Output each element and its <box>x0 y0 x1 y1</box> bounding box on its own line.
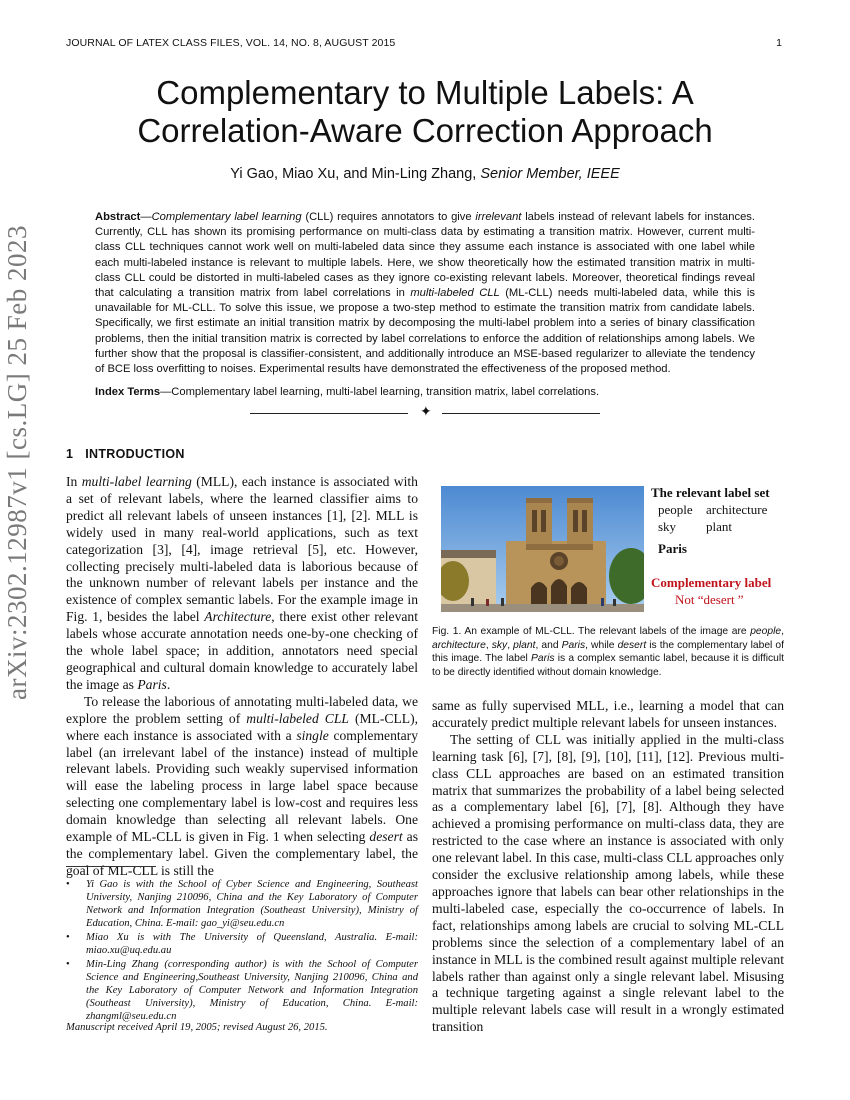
caption-term: sky <box>491 639 508 651</box>
text-run: (MLL), each instance is associated with a set of relevant labels, where the learned classifier aims to predict all relevant labels of unseen instances [1], [2]. MLL is widely used in many real-world applications, such as text categorization [3], [4], image retrieval [5], etc. However, collecting precisely multi-labeled data is laborious because of the unknown number of relevant labels per instance and the existence of complex semantic labels. For the example image in Fig. 1, besides the label <box>66 474 418 625</box>
term: Paris <box>137 676 167 692</box>
caption-text: , while <box>585 639 618 651</box>
divider-diamond-icon: ✦ <box>420 404 432 420</box>
index-terms-text: —Complementary label learning, multi-label learning, transition matrix, label correlations. <box>160 386 600 398</box>
text-run: , there exist other relevant labels whose accurate annotation needs one-by-one checking of the whole label space; in addition, annotators need special geographical and cultural domain knowledge to accurately label the image as <box>66 609 418 692</box>
term: single <box>296 727 329 743</box>
relevant-label: sky <box>658 519 677 534</box>
abstract-dash: — <box>140 211 152 223</box>
intro-paragraph-1 <box>66 474 418 694</box>
caption-text: , <box>485 639 492 651</box>
caption-term: Paris <box>531 653 555 665</box>
right-paragraph-1: same as fully supervised MLL, i.e., learning a model that can accurately predict multiple relevant labels for unseen instances. <box>432 698 784 730</box>
footnote-text: Miao Xu is with The University of Queensland, Australia. E-mail: miao.xu@uq.edu.au <box>86 932 418 956</box>
intro-paragraph-2 <box>66 694 418 880</box>
footnote-item <box>66 931 418 957</box>
text-run: To release the laborious of annotating multi-labeled data, we explore the problem setting of <box>66 693 418 726</box>
section-number: 1 <box>66 447 74 461</box>
footnote-text: Min-Ling Zhang (corresponding author) is with the School of Computer Science and Engineering,Southeast University, Nanjing 210096, China and the Key Laboratory of Computer Network and Information Integration (Southeast University), Ministry of Education, China. E-mail: zhangml@seu.edu.cn <box>86 959 418 1022</box>
caption-text: Fig. 1. An example of ML-CLL. The relevant labels of the image are <box>432 626 751 637</box>
left-column-body <box>66 474 418 880</box>
author-names: Yi Gao, Miao Xu, and Min-Ling Zhang, <box>230 166 481 182</box>
bullet-icon: • <box>66 932 70 943</box>
caption-text: is a complex semantic label, because it is difficult to be directly identified without domain knowledge. <box>432 653 785 678</box>
text-run: complementary label (an irrelevant label of the instance) instead of multiple relevant labels. Providing such weakly supervised information will ease the labeling process in large label space because selecting one complementary label is low-cost and requires less domain knowledge than selecting all relevant labels. One example of ML-CLL is given in Fig. 1 when selecting <box>66 727 418 845</box>
term: multi-labeled CLL <box>246 710 349 726</box>
relevant-label: architecture <box>706 502 768 517</box>
caption-text: , and <box>535 639 562 651</box>
abstract-term: Complementary label learning <box>151 211 302 223</box>
author-list <box>66 166 784 182</box>
text-run: . <box>166 676 171 692</box>
figure-label-panel <box>651 484 791 608</box>
text-run: as the complementary label. Given the complementary label, the goal of ML-CLL is still the <box>66 829 418 878</box>
right-paragraph-2: The setting of CLL was initially applied in the multi-class learning task [6], [7], [8], [9], [10], [11], [12]. Previous multi-class CLL approaches are based on an estimated transition matrix that summarizes the probability of a label being selected as a complementary label [6], [7], [8]. Although they have achieved a promising performance on multi-class data, they are restricted to the case where an instance is associated with only one relevant label. In this case, multi-class CLL approaches only consider the exclusive relationship among labels, while these approaches ignore that labels can bear other relationships in the multi-labeled case, especially the co-occurrence of labels. In fact, relationships among labels are crucial to solving ML-CLL problems since the selection of a complementary label of an instance in MLL is the combined result against multiple relevant labels rather than against only a single relevant label. Misusing a technique targeting against a single relevant label to the multiple relevant labels case will result in a wrongly estimated transition <box>432 731 784 1035</box>
caption-term: plant <box>513 639 536 651</box>
complementary-label-title: Complementary label <box>651 575 772 590</box>
bullet-icon: • <box>66 959 70 970</box>
right-column-body <box>432 698 784 1036</box>
abstract-term: irrelevant <box>475 211 522 223</box>
relevant-label: plant <box>706 519 732 534</box>
section-heading <box>66 447 185 461</box>
caption-text: is the complementary label of this image. The label <box>432 639 784 665</box>
term: Architecture <box>204 609 272 625</box>
text-run: In <box>66 474 82 489</box>
relevant-label-grid <box>651 501 791 535</box>
section-divider <box>250 404 600 420</box>
title-line-1: Complementary to Multiple Labels: A <box>156 74 694 111</box>
footnotes <box>66 878 418 1024</box>
footnote-item <box>66 878 418 930</box>
complementary-label-value: Not “desert ” <box>675 592 744 607</box>
term: desert <box>369 829 403 845</box>
figure-image-notre-dame <box>441 486 644 612</box>
manuscript-note: Manuscript received April 19, 2005; revised August 26, 2015. <box>66 1022 328 1033</box>
footnote-item <box>66 958 418 1023</box>
arxiv-stamp[interactable]: arXiv:2302.12987v1 [cs.LG] 25 Feb 2023 <box>2 225 32 700</box>
index-terms <box>95 385 755 400</box>
title-line-2: Correlation-Aware Correction Approach <box>137 112 713 149</box>
caption-term: people <box>750 626 782 637</box>
divider-line-right <box>442 413 600 414</box>
abstract-label: Abstract <box>95 211 141 223</box>
caption-text: , <box>507 639 514 651</box>
footnote-rule <box>66 866 156 867</box>
footnote-text: Yi Gao is with the School of Cyber Science and Engineering, Southeast University, Nanjing 210096, China and the Key Laboratory of Computer Network and Information Integration (Southeast University), Ministry of Education, China. E-mail: gao_yi@seu.edu.cn <box>86 879 418 929</box>
caption-term: desert <box>617 639 647 651</box>
author-membership: Senior Member, IEEE <box>480 166 620 182</box>
abstract-text: labels instead of relevant labels for instances. Currently, CLL has shown its promising performance on multi-class data by estimating a transition matrix. However, current multi-class CLL techniques cannot work well on multi-labeled data since they assume each instance is associated with one label while each multi-labeled instance is relevant to multiple labels. Here, we show theoretically how the estimated transition matrix in multi-class CLL could be distorted in multi-labeled cases as they ignore co-existing relevant labels. Moreover, theoretical findings reveal that calculating a transition matrix from label correlations in <box>95 211 755 300</box>
caption-term: architecture <box>432 639 486 651</box>
abstract-term: multi-labeled CLL <box>410 287 500 300</box>
relevant-label: people <box>658 502 693 517</box>
relevant-set-title: The relevant label set <box>651 485 770 500</box>
term: multi-label learning <box>81 474 192 489</box>
page-number: 1 <box>776 37 782 49</box>
text-run: (ML-CLL), where each instance is associated with a <box>66 710 419 743</box>
divider-line-left <box>250 413 408 414</box>
section-title: INTRODUCTION <box>85 447 185 461</box>
cathedral-illustration <box>441 486 644 612</box>
semantic-label-paris: Paris <box>658 541 687 556</box>
paper-title <box>66 74 784 150</box>
abstract <box>95 210 755 377</box>
running-header: JOURNAL OF LATEX CLASS FILES, VOL. 14, NO. 8, AUGUST 2015 <box>66 37 396 49</box>
bullet-icon: • <box>66 879 70 890</box>
caption-term: Paris <box>561 639 586 651</box>
caption-text: , <box>781 626 784 637</box>
index-terms-label: Index Terms <box>95 386 161 398</box>
figure-caption <box>432 625 784 679</box>
abstract-text: (CLL) requires annotators to give <box>301 211 476 223</box>
abstract-text: (ML-CLL) needs multi-labeled data, while this is unavailable for ML-CLL. To solve this issue, we propose a two-step method to estimate the transition matrix from candidate labels. Specifically, we first estimate an initial transition matrix by decomposing the multi-label problem into a series of binary classification problems, then the initial transition matrix is corrected by label correlations to enforce the addition of relationships among labels. We further show that the proposal is classifier-consistent, and additionally introduce an MSE-based regularizer to alleviate the tendency of BCE loss overfitting to noises. Experimental results have demonstrated the effectiveness of the proposed method. <box>95 287 755 376</box>
